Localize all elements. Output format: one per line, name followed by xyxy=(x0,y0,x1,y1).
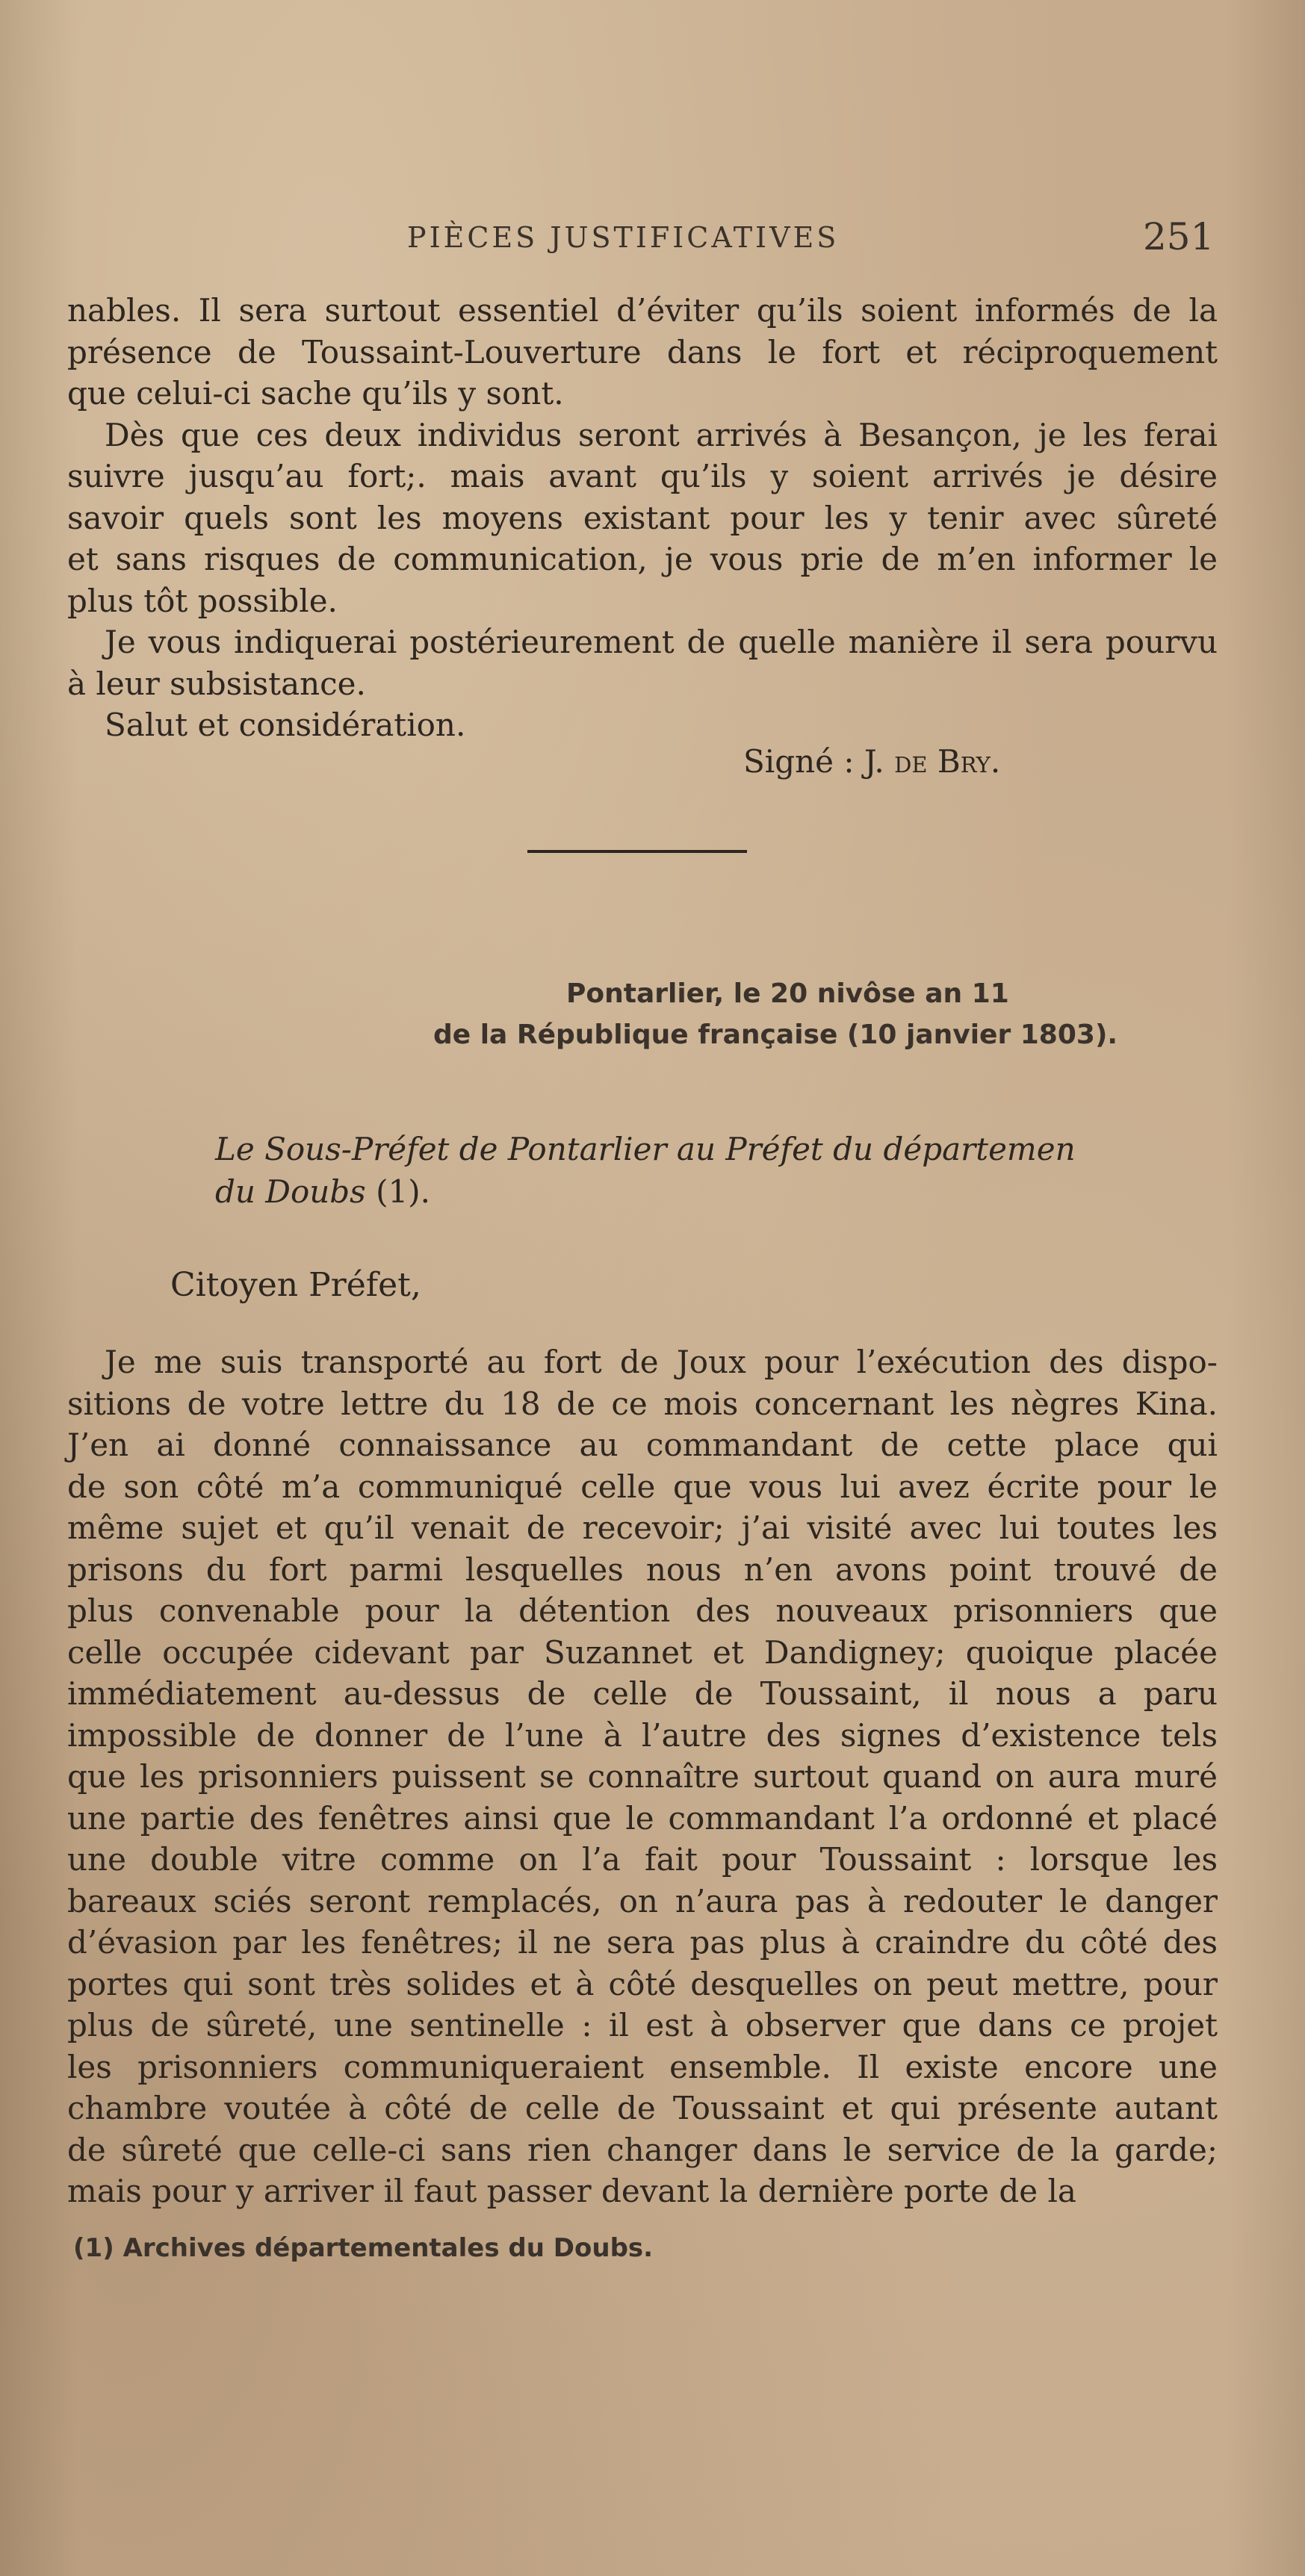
signature-prefix: Signé : J. xyxy=(743,743,895,780)
dateline-place: Pontarlier, le 20 nivôse an 11 xyxy=(566,978,1009,1009)
text-line: plus convenable pour la détention des nouveaux prisonniers que xyxy=(67,1592,1218,1629)
text-line: Salut et considération. xyxy=(105,707,466,743)
letter1-body xyxy=(67,290,1218,746)
text-line: plus de sûreté, une sentinelle : il est à observer que dans ce projet xyxy=(67,2007,1218,2043)
text-line: plus tôt possible. xyxy=(67,582,338,619)
text-line: d’évasion par les fenêtres; il ne sera pas plus à craindre du côté des xyxy=(67,1924,1218,1961)
text-line: et sans risques de communication, je vous prie de m’en informer le xyxy=(67,541,1218,577)
text-line: même sujet et qu’il venait de recevoir; j’ai visité avec lui toutes les xyxy=(67,1509,1218,1546)
text-line: de sûreté que celle-ci sans rien changer dans le service de la garde; xyxy=(67,2131,1218,2168)
text-line: Je me suis transporté au fort de Joux pour l’exécution des dispo- xyxy=(105,1344,1218,1380)
section-divider xyxy=(527,850,747,853)
text-line: Dès que ces deux individus seront arrivés à Besançon, je les ferai xyxy=(105,416,1218,453)
heading-line-2 xyxy=(215,1170,1261,1213)
text-line: bareaux sciés seront remplacés, on n’aura pas à redouter le danger xyxy=(67,1882,1218,1919)
footnote-ref: (1). xyxy=(365,1173,430,1210)
dateline-date: de la République française (10 janvier 1803). xyxy=(433,1019,1118,1050)
text-line: chambre voutée à côté de celle de Toussaint et qui présente autant xyxy=(67,2090,1218,2126)
heading-line: Le Sous-Préfet de Pontarlier au Préfet du départemen xyxy=(215,1131,1076,1167)
text-line: à leur subsistance. xyxy=(67,665,366,702)
text-line: sitions de votre lettre du 18 de ce mois concernant les nègres Kina. xyxy=(67,1385,1218,1422)
page-number: 251 xyxy=(1143,215,1215,258)
text-line: impossible de donner de l’une à l’autre des signes d’existence tels xyxy=(67,1716,1218,1754)
running-title: PIÈCES JUSTIFICATIVES xyxy=(407,221,840,254)
text-line: les prisonniers communiqueraient ensemble. Il existe encore une xyxy=(67,2048,1218,2085)
text-line: mais pour y arriver il faut passer devant la dernière porte de la xyxy=(67,2173,1076,2209)
letter-heading xyxy=(215,1128,1261,1213)
footnote: (1) Archives départementales du Doubs. xyxy=(73,2233,654,2263)
text-line: que celui-ci sache qu’ils y sont. xyxy=(67,375,564,412)
signature xyxy=(743,743,1000,780)
text-line: une double vitre comme on l’a fait pour Toussaint : lorsque les xyxy=(67,1841,1218,1878)
text-line: celle occupée cidevant par Suzannet et Dandigney; quoique placée xyxy=(67,1633,1218,1671)
text-line: de son côté m’a communiqué celle que vous lui avez écrite pour le xyxy=(67,1468,1218,1505)
text-line: J’en ai donné connaissance au commandant de cette place qui xyxy=(67,1427,1218,1463)
text-line: prisons du fort parmi lesquelles nous n’en avons point trouvé de xyxy=(67,1551,1218,1588)
salutation: Citoyen Préfet, xyxy=(170,1266,421,1304)
text-line: portes qui sont très solides et à côté desquelles on peut mettre, pour xyxy=(67,1965,1218,2002)
text-line: suivre jusqu’au fort;. mais avant qu’ils y soient arrivés je désire xyxy=(67,458,1218,494)
text-line: immédiatement au-dessus de celle de Toussaint, il nous a paru xyxy=(67,1675,1218,1712)
letter2-body xyxy=(67,1341,1218,2212)
text-line: présence de Toussaint-Louverture dans le fort et réciproquement xyxy=(67,333,1218,370)
text-line: nables. Il sera surtout essentiel d’éviter qu’ils soient informés de la xyxy=(67,292,1218,329)
text-line: Je vous indiquerai postérieurement de quelle manière il sera pourvu xyxy=(105,624,1218,660)
text-line: une partie des fenêtres ainsi que le commandant l’a ordonné et placé xyxy=(67,1799,1218,1837)
heading-department: du Doubs xyxy=(215,1173,366,1210)
text-line: que les prisonniers puissent se connaître surtout quand on aura muré xyxy=(67,1758,1218,1795)
signature-name: de Bry. xyxy=(894,743,1001,780)
text-line: savoir quels sont les moyens existant pour les y tenir avec sûreté xyxy=(67,499,1218,536)
